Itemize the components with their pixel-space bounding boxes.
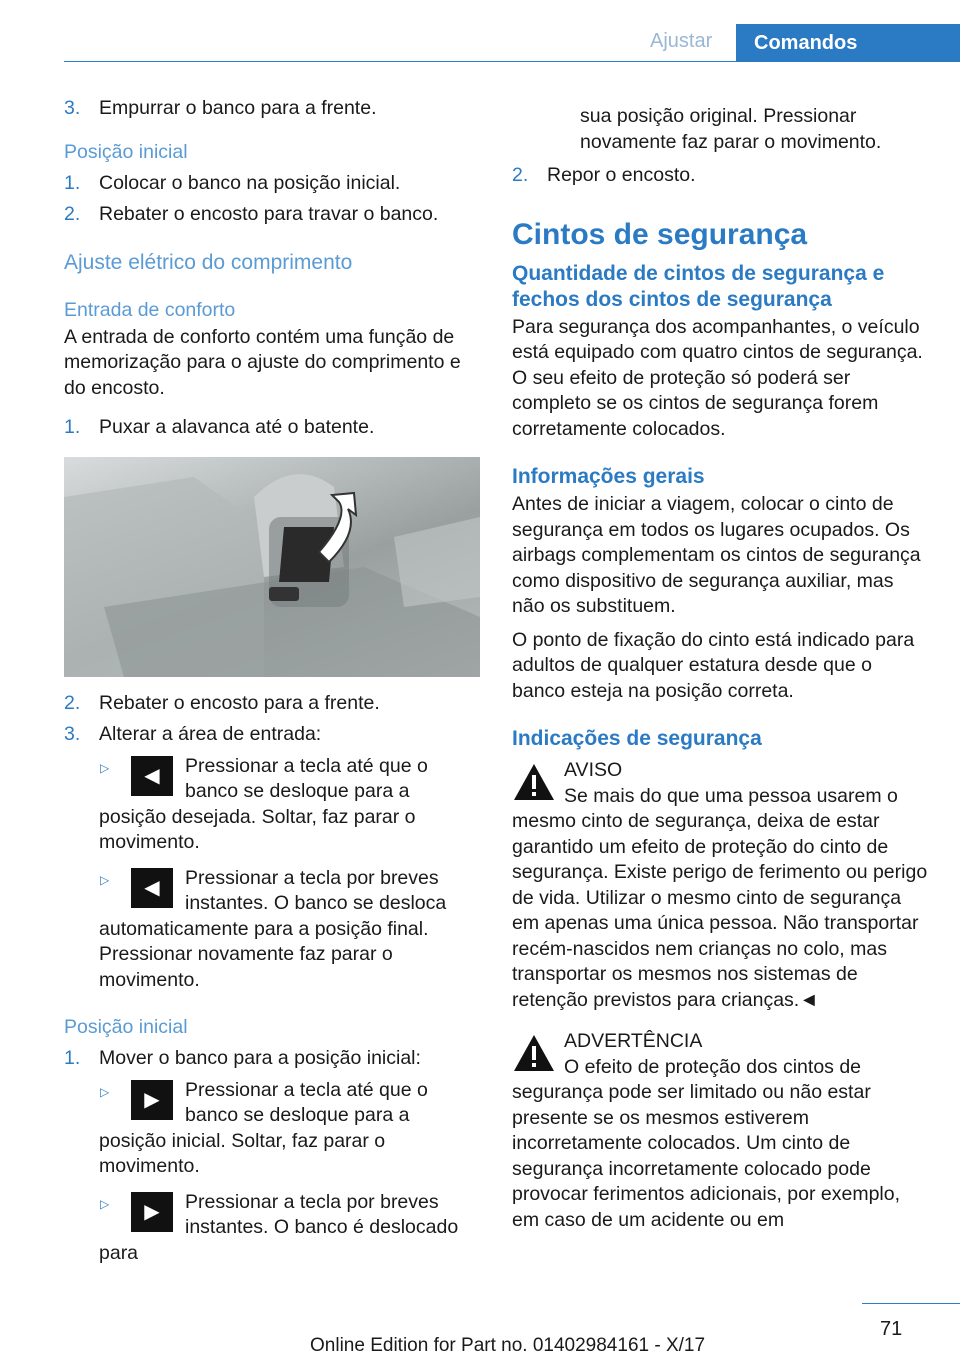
warning-triangle-icon <box>512 762 556 802</box>
list-number: 1. <box>64 171 81 194</box>
triangle-bullet-icon: ▷ <box>100 1196 110 1211</box>
key-left-arrow-icon: ◀ <box>131 756 173 796</box>
subheading-posicao-inicial: Posição inicial <box>64 1016 188 1038</box>
list-item <box>64 722 480 748</box>
section-heading-ajuste: Ajuste elétrico do comprimento <box>64 250 353 274</box>
warning-title: AVISO <box>564 759 623 781</box>
list-text: Empurrar o banco para a frente. <box>99 97 377 119</box>
list-text: Rebater o encosto para travar o banco. <box>99 203 439 225</box>
paragraph: A entrada de conforto contém uma função de memorização para o ajuste do comprimento e do encosto. <box>64 325 461 399</box>
bullet-text: Pressionar a tecla até que o banco se desloque para a posição inicial. Soltar, faz parar o movimento. <box>99 1078 428 1177</box>
warning-block <box>512 1029 928 1233</box>
tab-comandos[interactable]: Comandos <box>736 24 960 62</box>
subheading-posicao-inicial: Posição inicial <box>64 140 188 163</box>
triangle-bullet-icon: ▷ <box>100 872 110 887</box>
warning-triangle-icon <box>512 1033 556 1073</box>
list-item <box>512 163 928 189</box>
bullet-text: Pressionar a tecla por breves instantes. O banco se desloca automaticamente para a posição final. Pressionar novamente faz parar o movimento. <box>99 866 447 991</box>
right-column <box>512 104 928 1233</box>
list-number: 1. <box>64 1047 81 1069</box>
list-text: Mover o banco para a posição inicial: <box>99 1047 421 1069</box>
list-text: Puxar a alavanca até o batente. <box>99 416 375 438</box>
list-number: 3. <box>64 97 81 119</box>
footer-rule <box>862 1303 960 1304</box>
key-left-arrow-icon: ◀ <box>131 868 173 908</box>
list-text: Alterar a área de entrada: <box>99 723 322 745</box>
bullet-text: Pressionar a tecla por breves instantes. O banco é deslocado para <box>99 1190 459 1264</box>
paragraph: O ponto de fixação do cinto está indicado para adultos de qualquer estatura desde que o banco esteja na posição correta. <box>512 628 915 702</box>
warning-title: ADVERTÊNCIA <box>564 1030 703 1052</box>
bullet-item <box>64 866 480 994</box>
list-text: Repor o encosto. <box>547 164 696 186</box>
chapter-heading-cintos: Cintos de segurança <box>512 217 808 251</box>
key-right-arrow-icon: ▶ <box>131 1080 173 1120</box>
list-item <box>64 96 480 122</box>
warning-block <box>512 758 928 1013</box>
paragraph: Antes de iniciar a viagem, colocar o cinto de segurança em todos os lugares ocupados. Os airbags complementam os cintos de segurança como dispositivo de segurança auxiliar, mas não os substituem. <box>512 493 921 617</box>
warning-text: Se mais do que uma pessoa usarem o mesmo cinto de segurança, deixa de estar garantido um efeito de proteção do cinto de segurança. Existe perigo de ferimento ou perigo de vida. Utilizar o mesmo cinto de segurança em apenas uma única pessoa. Não transportar recém-nascidos nem crianças no colo, mas transportar os mesmos nos sistemas de retenção previstos para crianças.◄ <box>512 784 928 1011</box>
bullet-text: Pressionar a tecla até que o banco se desloque para a posição desejada. Soltar, faz parar o movimento. <box>99 754 428 853</box>
section-heading-indicacoes: Indicações de segurança <box>512 727 762 750</box>
list-item <box>64 415 480 441</box>
edition-note: Online Edition for Part no. 01402984161 - X/17 <box>310 1335 706 1356</box>
bullet-item <box>64 754 480 856</box>
section-heading-quantidade: Quantidade de cintos de segurança e fechos dos cintos de segurança <box>512 261 885 311</box>
list-item <box>64 171 480 197</box>
list-item <box>64 202 480 228</box>
continued-text: sua posição original. Pressionar novamente faz parar o movimento. <box>580 105 882 153</box>
key-right-arrow-icon: ▶ <box>131 1192 173 1232</box>
list-text: Colocar o banco na posição inicial. <box>99 171 401 194</box>
left-column <box>64 96 480 1276</box>
page-number: 71 <box>880 1318 903 1340</box>
tab-ajustar[interactable]: Ajustar <box>650 30 713 52</box>
list-item <box>64 1046 480 1072</box>
bullet-item <box>64 1190 480 1267</box>
triangle-bullet-icon: ▷ <box>100 1084 110 1099</box>
bullet-item <box>64 1078 480 1180</box>
list-number: 2. <box>64 203 81 225</box>
triangle-bullet-icon: ▷ <box>100 760 110 775</box>
list-text: Rebater o encosto para a frente. <box>99 691 380 714</box>
list-number: 2. <box>64 691 81 714</box>
section-heading-informacoes: Informações gerais <box>512 465 705 488</box>
list-item <box>64 691 480 717</box>
seat-lever-illustration <box>64 457 480 677</box>
list-number: 2. <box>512 164 529 186</box>
list-number: 1. <box>64 416 81 438</box>
subheading-entrada-conforto: Entrada de conforto <box>64 298 236 321</box>
list-number: 3. <box>64 723 81 745</box>
warning-text: O efeito de proteção dos cintos de segurança pode ser limitado ou não estar presente se os mesmos estiverem incorretamente colocados. Um cinto de segurança incorretamente colocado pode provocar ferimentos adicionais, por exemplo, em caso de um acidente ou em <box>512 1055 901 1231</box>
paragraph: Para segurança dos acompanhantes, o veículo está equipado com quatro cintos de segurança. O seu efeito de proteção só poderá ser completo se os cintos de segurança forem corretamente colocados. <box>512 315 923 440</box>
seat-lever-photo <box>64 457 480 677</box>
